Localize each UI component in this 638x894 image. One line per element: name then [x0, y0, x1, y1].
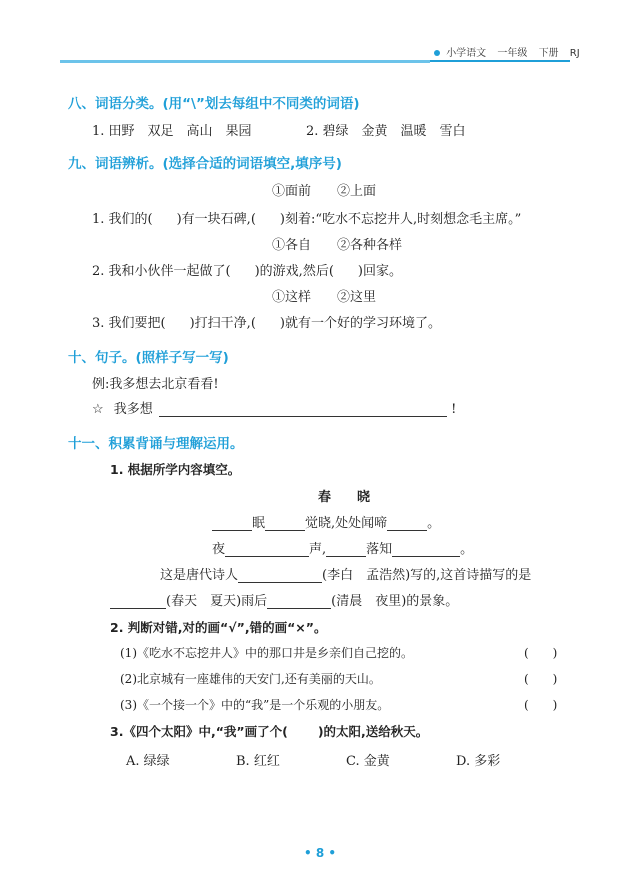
poem-line-1: 眠 觉晓,处处闻啼 。	[212, 512, 440, 531]
star-icon: ☆	[92, 402, 104, 417]
time-blank[interactable]	[267, 594, 331, 609]
section-11-title: 十一、积累背诵与理解运用。	[68, 436, 244, 452]
choice-c[interactable]: C. 金黄	[346, 754, 390, 769]
sentence-blank[interactable]	[159, 402, 447, 417]
section-10-example: 例:我多想去北京看看!	[92, 377, 219, 392]
choice-a[interactable]: A. 绿绿	[126, 754, 170, 769]
header-rule-right	[430, 60, 570, 62]
poem-blank-4[interactable]	[225, 542, 309, 557]
section-9-options-3: ①这样 ②这里	[272, 290, 377, 305]
choice-d[interactable]: D. 多彩	[456, 754, 501, 769]
header-edition: RJ	[569, 48, 580, 59]
section-8-group-2: 2. 碧绿 金黄 温暖 雪白	[306, 124, 466, 139]
header-subject: 小学语文	[446, 48, 487, 59]
section-8-title: 八、词语分类。(用“\”划去每组中不同类的词语)	[68, 96, 360, 112]
judge-item-3: (3)《一个接一个》中的“我”是一个乐观的小朋友。	[120, 698, 390, 712]
section-10-exercise: ☆ 我多想 !	[92, 402, 457, 417]
poem-blank-6[interactable]	[392, 542, 460, 557]
poem-blank-5[interactable]	[326, 542, 366, 557]
judge-item-2: (2)北京城有一座雄伟的天安门,还有美丽的天山。	[120, 672, 381, 686]
season-blank[interactable]	[110, 594, 166, 609]
judge-paren-3[interactable]: ( )	[524, 698, 558, 712]
section-11-q1: 1. 根据所学内容填空。	[110, 462, 241, 477]
section-9-options-1: ①面前 ②上面	[272, 184, 377, 199]
section-8-group-1: 1. 田野 双足 高山 果园	[92, 124, 252, 139]
section-10-title: 十、句子。(照样子写一写)	[68, 350, 229, 366]
section-11-q2: 2. 判断对错,对的画“√”,错的画“×”。	[110, 620, 327, 635]
section-11-q3: 3.《四个太阳》中,“我”画了个( )的太阳,送给秋天。	[110, 724, 429, 739]
poet-blank[interactable]	[238, 568, 322, 583]
judge-item-1: (1)《吃水不忘挖井人》中的那口井是乡亲们自己挖的。	[120, 646, 414, 660]
header-grade: 一年级	[497, 48, 528, 59]
poem-blank-1[interactable]	[212, 516, 252, 531]
poem-info-line-2: (春天 夏天)雨后 (清晨 夜里)的景象。	[110, 590, 458, 609]
header-dot-icon	[434, 50, 440, 56]
poem-title: 春 晓	[318, 490, 371, 505]
poem-info-line-1: 这是唐代诗人 (李白 孟浩然)写的,这首诗描写的是	[160, 568, 532, 583]
choice-b[interactable]: B. 红红	[236, 754, 280, 769]
section-9-question-2: 2. 我和小伙伴一起做了( )的游戏,然后( )回家。	[92, 264, 402, 279]
section-9-question-1: 1. 我们的( )有一块石碑,( )刻着:“吃水不忘挖井人,时刻想念毛主席。”	[92, 212, 522, 227]
judge-paren-1[interactable]: ( )	[524, 646, 558, 660]
header-bar	[434, 44, 580, 59]
section-9-question-3: 3. 我们要把( )打扫干净,( )就有一个好的学习环境了。	[92, 316, 441, 331]
poem-line-2: 夜 声, 落知 。	[212, 542, 474, 557]
page-number: • 8 •	[304, 846, 337, 860]
section-9-title: 九、词语辨析。(选择合适的词语填空,填序号)	[68, 156, 342, 172]
header-rule-left	[60, 60, 430, 63]
judge-paren-2[interactable]: ( )	[524, 672, 558, 686]
poem-blank-3[interactable]	[387, 516, 427, 531]
section-9-options-2: ①各自 ②各种各样	[272, 238, 403, 253]
poem-blank-2[interactable]	[265, 516, 305, 531]
header-term: 下册	[538, 48, 559, 59]
